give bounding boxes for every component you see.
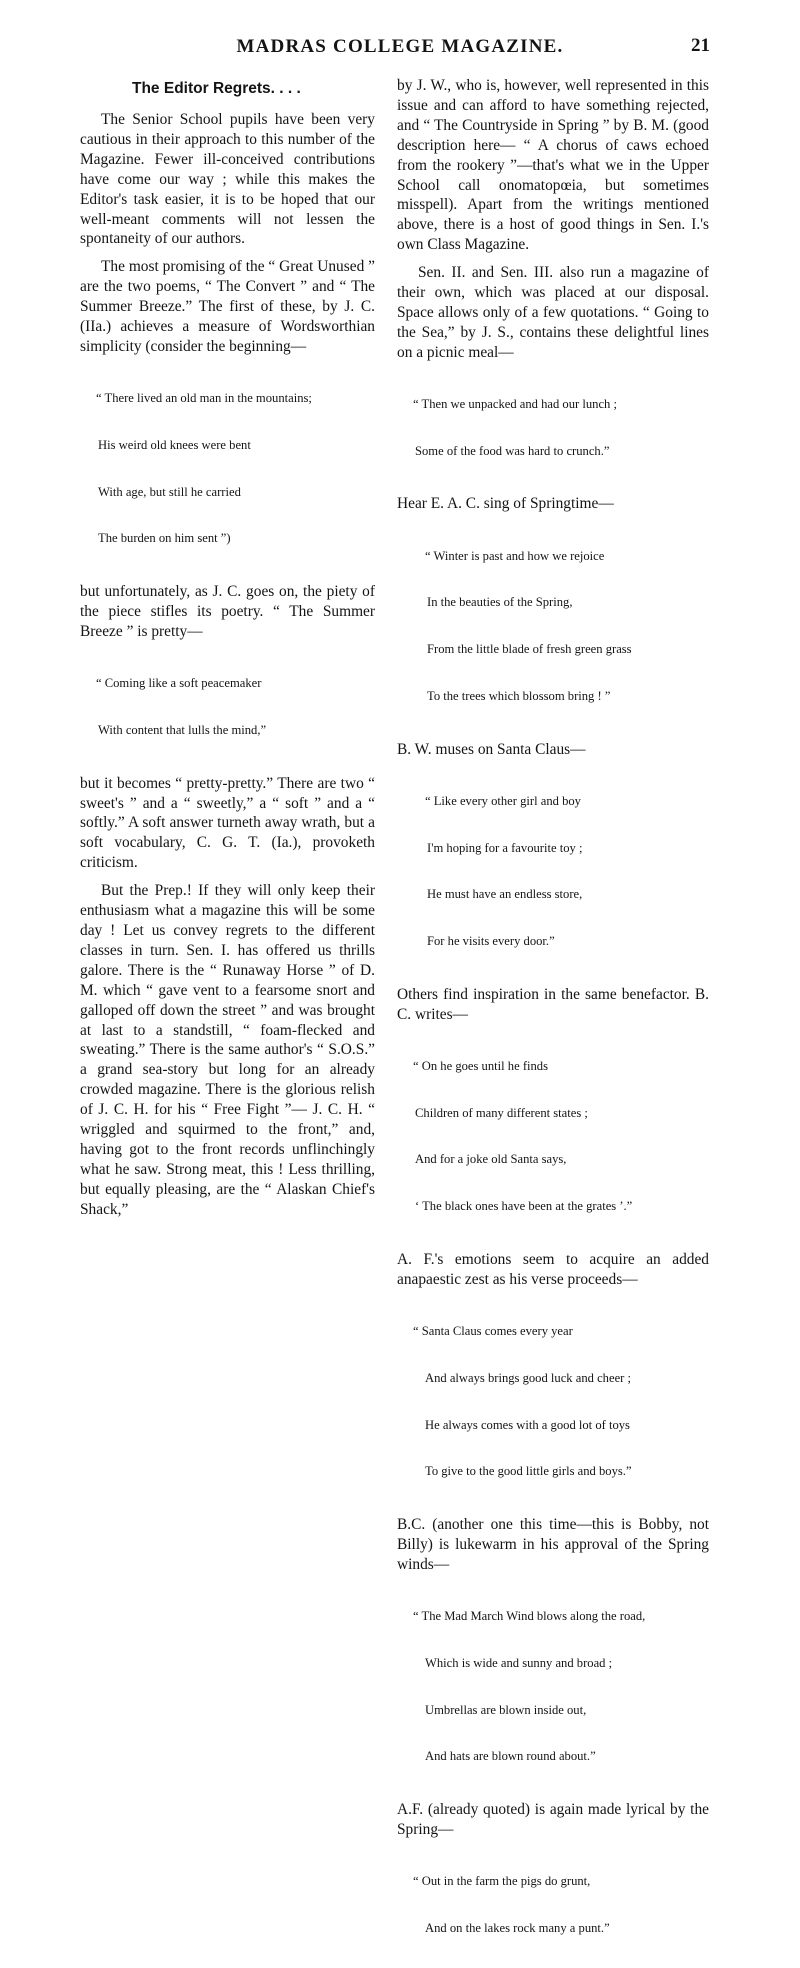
left-column xyxy=(80,76,375,1220)
verse-line: I'm hoping for a favourite toy ; xyxy=(427,840,583,855)
verse-quotation xyxy=(413,1028,709,1246)
verse-line: With content that lulls the mind,” xyxy=(98,722,267,737)
verse-line: And always brings good luck and cheer ; xyxy=(425,1370,631,1385)
verse-quotation xyxy=(413,1293,709,1511)
verse-line: To the trees which blossom bring ! ” xyxy=(427,688,611,703)
verse-line: Which is wide and sunny and broad ; xyxy=(425,1655,613,1670)
verse-line: And for a joke old Santa says, xyxy=(415,1152,567,1167)
verse-line: Umbrellas are blown inside out, xyxy=(425,1702,587,1717)
verse-quotation xyxy=(425,517,709,735)
paragraph: Sen. II. and Sen. III. also run a magazine of their own, which was placed at our disposal. Space allows only of a few quotations. “ Going to the Sea,” by J. S., contains these delightful lines on a picnic meal— xyxy=(397,264,709,361)
magazine-title: MADRAS COLLEGE MAGAZINE. xyxy=(236,36,564,57)
paragraph: but it becomes “ pretty-pretty.” There are two “ sweet's ” and a “ sweetly,” a “ soft ” and a “ softly.” A soft answer turneth away wrath, but a soft vocabulary, C. G. T. (Ia.), provoketh criticism. xyxy=(80,774,375,872)
verse-line: “ Winter is past and how we rejoice xyxy=(425,548,605,563)
page-number: 21 xyxy=(691,35,710,56)
verse-quotation xyxy=(413,1843,709,1968)
paragraph: by J. W., who is, however, well represented in this issue and can afford to have something rejected, and “ The Countryside in Spring ” by B. M. (good description here— “ A chorus of caws echoed from the rookery ”—that's what we in the Upper School call onomatopœia, but sometimes misspell). Apart from the writings mentioned above, there is a host of good things in Sen. I.'s own Class Magazine. xyxy=(397,77,709,254)
verse-quotation xyxy=(413,1578,709,1796)
paragraph: Others find inspiration in the same benefactor. B. C. writes— xyxy=(397,985,709,1023)
verse-line: “ Coming like a soft peacemaker xyxy=(96,676,262,691)
paragraph: B.C. (another one this time—this is Bobby, not Billy) is lukewarm in his approval of the Spring winds— xyxy=(397,1516,709,1573)
verse-line: Some of the food was hard to crunch.” xyxy=(415,443,610,458)
verse-line: “ There lived an old man in the mountains; xyxy=(96,391,312,406)
verse-line: Children of many different states ; xyxy=(415,1105,588,1120)
paragraph: but unfortunately, as J. C. goes on, the piety of the piece stifles its poetry. “ The Summer Breeze ” is pretty— xyxy=(80,583,375,640)
verse-line: And hats are blown round about.” xyxy=(425,1749,596,1764)
verse-line: His weird old knees were bent xyxy=(98,437,251,452)
verse-line: In the beauties of the Spring, xyxy=(427,595,573,610)
verse-line: “ Santa Claus comes every year xyxy=(413,1324,573,1338)
verse-line: He must have an endless store, xyxy=(427,887,583,902)
running-header xyxy=(0,36,800,62)
paragraph: A. F.'s emotions seem to acquire an added anapaestic zest as his verse proceeds— xyxy=(397,1251,709,1288)
paragraph: B. W. muses on Santa Claus— xyxy=(397,740,586,758)
verse-line: With age, but still he carried xyxy=(98,484,241,499)
verse-quotation xyxy=(413,366,709,491)
verse-line: For he visits every door.” xyxy=(427,934,555,949)
verse-line: He always comes with a good lot of toys xyxy=(425,1417,630,1432)
verse-quotation xyxy=(96,645,375,770)
verse-line: And on the lakes rock many a punt.” xyxy=(425,1920,610,1935)
verse-line: “ Like every other girl and boy xyxy=(425,793,581,808)
article-heading: The Editor Regrets. . . . xyxy=(132,80,301,97)
right-column xyxy=(397,76,709,1968)
paragraph: Hear E. A. C. sing of Springtime— xyxy=(397,495,614,513)
verse-line: The burden on him sent ”) xyxy=(98,531,231,546)
verse-line: To give to the good little girls and boys.” xyxy=(425,1464,632,1479)
verse-line: From the little blade of fresh green grass xyxy=(427,642,632,657)
verse-line: “ Out in the farm the pigs do grunt, xyxy=(413,1874,591,1889)
verse-quotation xyxy=(425,763,709,981)
paragraph: A.F. (already quoted) is again made lyrical by the Spring— xyxy=(397,1801,709,1839)
verse-line: “ Then we unpacked and had our lunch ; xyxy=(413,396,617,411)
verse-line: ‘ The black ones have been at the grates ’.” xyxy=(415,1199,633,1214)
verse-quotation xyxy=(96,360,375,578)
paragraph: But the Prep.! If they will only keep their enthusiasm what a magazine this will be some day ! Let us convey regrets to the different classes in turn. Sen. I. has offered us thrills galore. There is the “ Runaway Horse ” of D. M. which “ gave vent to a fearsome snort and galloped off down the street ” and was brought at last to a standstill, “ foam-flecked and sweating.” There is the same author's “ S.O.S.” a grand sea-story but long for an already crowded magazine. There is the glorious relish of J. C. H. for his “ Free Fight ”— J. C. H. “ wriggled and squirmed to the front,” and, having got to the front records unflinchingly what he saw. Strong meat, this ! Less thrilling, but equally pleasing, are the “ Alaskan Chief's Shack,” xyxy=(80,882,375,1218)
paragraph: The most promising of the “ Great Unused ” are the two poems, “ The Convert ” and “ The Summer Breeze.” The first of these, by J. C. (IIa.) achieves a measure of Wordsworthian simplicity (consider the beginning— xyxy=(80,258,375,355)
verse-line: “ The Mad March Wind blows along the road, xyxy=(413,1609,646,1624)
verse-line: “ On he goes until he finds xyxy=(413,1058,549,1073)
paragraph: The Senior School pupils have been very cautious in their approach to this number of the Magazine. Fewer ill-conceived contributions have come our way ; while this makes the Editor's task easier, it is to be hoped that our well-meant comments will not lessen the spontaneity of our authors. xyxy=(80,111,375,248)
